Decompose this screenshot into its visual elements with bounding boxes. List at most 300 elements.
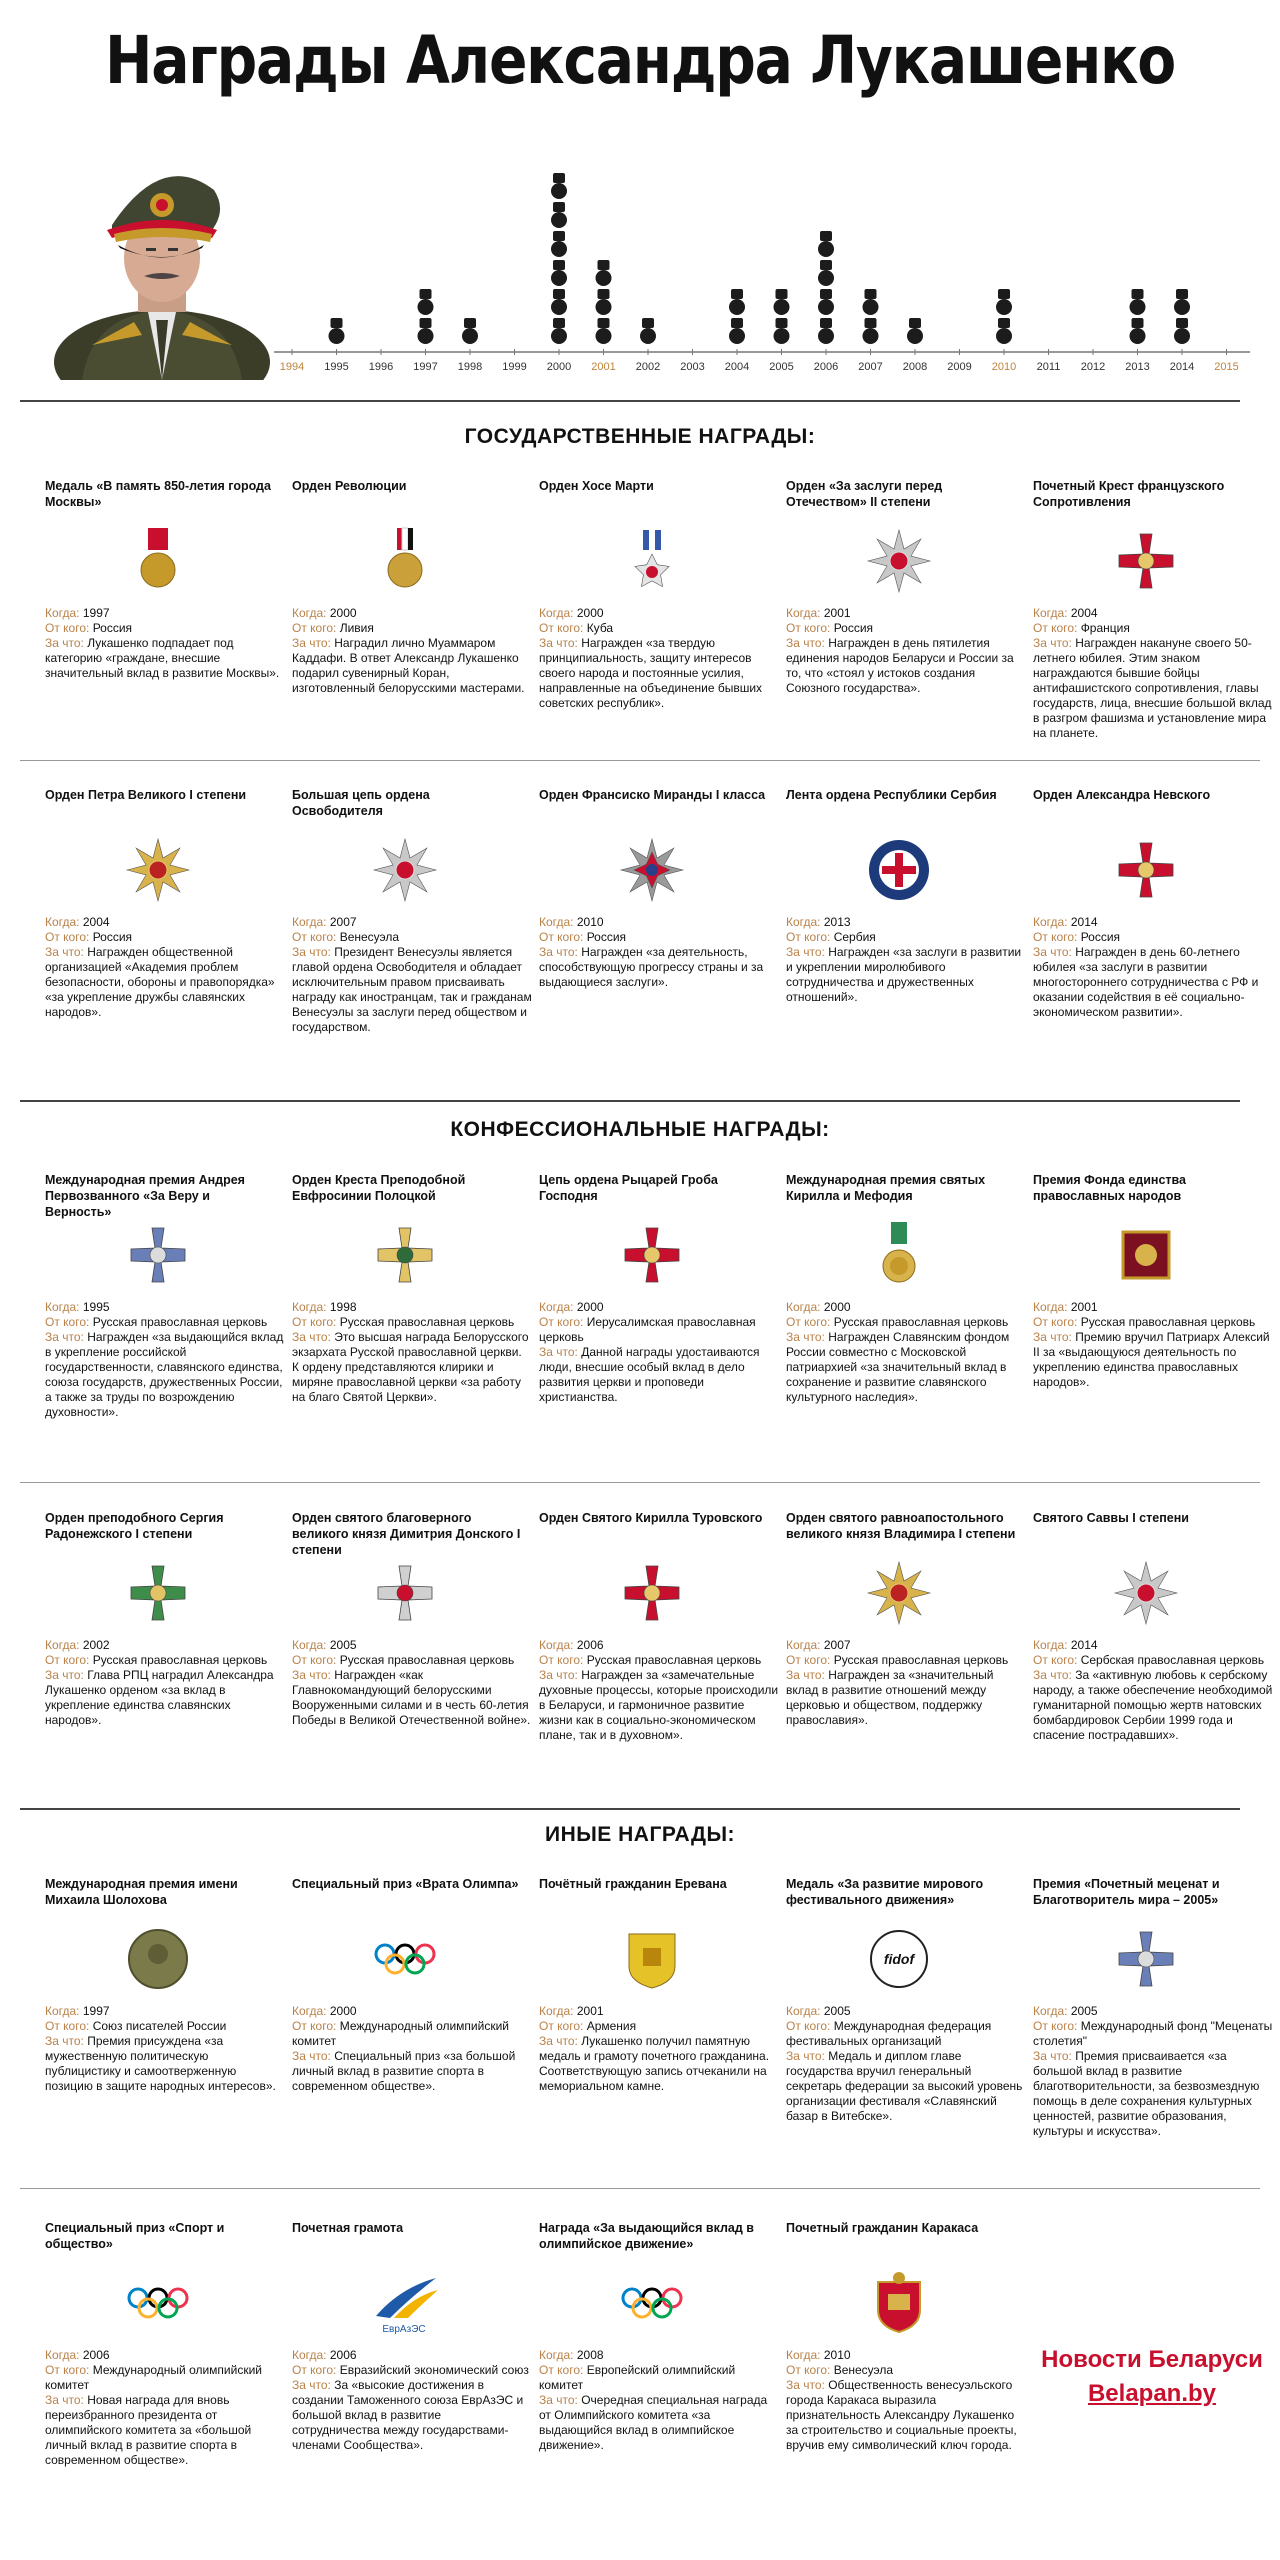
award-from	[1033, 930, 1273, 945]
field-label: За что:	[539, 636, 582, 650]
timeline-year-label: 2009	[947, 361, 972, 373]
field-label: За что:	[45, 636, 88, 650]
field-value: Русская православная церковь	[92, 1653, 268, 1667]
award-reason	[539, 636, 779, 711]
award-reason	[1033, 1668, 1273, 1743]
field-label: За что:	[539, 1668, 582, 1682]
award-name: Медаль «В память 850-летия города Москвы»	[45, 479, 271, 509]
award-reason	[539, 1345, 779, 1405]
award-card	[1033, 1876, 1273, 2138]
award-when	[45, 606, 285, 621]
field-value: Новая награда для вновь переизбранного президента от олимпийского комитета за «большой личный вклад в развитие спорта в современном обществе».	[45, 2393, 252, 2467]
award-card	[539, 1172, 771, 1404]
medal-cross-blue-icon	[1111, 1924, 1181, 1994]
field-value: 2005	[329, 1638, 357, 1652]
award-info	[1033, 1300, 1273, 1390]
field-label: Когда:	[292, 2348, 330, 2362]
award-card	[292, 478, 525, 695]
medal-cross-blue-icon	[123, 1220, 193, 1290]
field-label: За что:	[1033, 636, 1076, 650]
field-label: Когда:	[786, 2348, 824, 2362]
award-when	[786, 2348, 1026, 2363]
field-value: Награжден общественной организацией «Академия проблем безопасности, обороны и правопорядка» «за укрепление дружбы славянских народов».	[45, 945, 275, 1019]
field-label: За что:	[786, 2049, 829, 2063]
award-info	[45, 2004, 285, 2094]
medal-cross-green-icon	[123, 1558, 193, 1628]
award-info	[786, 2004, 1026, 2124]
field-label: За что:	[292, 2378, 335, 2392]
award-reason	[292, 1330, 532, 1405]
award-reason	[45, 636, 285, 681]
timeline-medal-icon	[418, 318, 434, 344]
award-when	[1033, 606, 1273, 621]
award-name: Большая цепь ордена Освободителя	[292, 788, 430, 818]
field-label: От кого:	[292, 2363, 340, 2377]
field-value: Это высшая награда Белорусского экзархата Русской православной церкви. К ордену представляются клирики и миряне православной церкви «за работу на благо Святой Церкви».	[292, 1330, 529, 1404]
field-value: Медаль и диплом главе государства вручил генеральный секретарь федерации за высокий уровень организации фестиваля «Славянский базар в Витебске».	[786, 2049, 1023, 2123]
award-reason	[1033, 945, 1273, 1020]
field-value: 2000	[329, 2004, 357, 2018]
field-label: Когда:	[45, 1638, 83, 1652]
field-label: От кого:	[1033, 930, 1081, 944]
award-reason	[786, 1668, 1026, 1728]
field-value: 2004	[82, 915, 110, 929]
field-label: От кого:	[1033, 1653, 1081, 1667]
award-card	[292, 1510, 531, 1727]
field-label: За что:	[1033, 2049, 1076, 2063]
field-value: Международный фонд "Меценаты столетия"	[1033, 2019, 1273, 2048]
field-label: Когда:	[292, 2004, 330, 2018]
timeline-medal-icon	[1174, 318, 1190, 344]
timeline-medal-icon	[863, 289, 879, 315]
field-label: Когда:	[786, 1638, 824, 1652]
field-label: Когда:	[1033, 1300, 1071, 1314]
field-value: Общественность венесуэльского города Каракаса выразила признательность Александру Лукашенко за строительство и социальные проекты, вручив ему символический ключ города.	[786, 2378, 1017, 2452]
timeline-medal-icon	[640, 318, 656, 344]
field-label: От кого:	[786, 1653, 834, 1667]
timeline-medal-icon	[996, 289, 1012, 315]
brand-block[interactable]	[1032, 2343, 1272, 2411]
award-from	[539, 1315, 779, 1345]
divider	[20, 1100, 1240, 1102]
award-reason	[45, 945, 285, 1020]
award-reason	[1033, 636, 1273, 741]
field-value: 2000	[823, 1300, 851, 1314]
field-label: За что:	[786, 945, 829, 959]
field-value: Армения	[586, 2019, 637, 2033]
award-card	[786, 787, 1022, 1004]
medal-fidof-logo-icon	[864, 1924, 934, 1994]
award-reason	[292, 2378, 532, 2453]
medal-star-silver-icon	[1111, 1558, 1181, 1628]
award-name: Специальный приз «Спорт и общество»	[45, 2221, 225, 2251]
award-info	[786, 915, 1026, 1005]
award-when	[45, 2348, 285, 2363]
award-from	[786, 2019, 1026, 2049]
award-name: Почетный Крест французского Сопротивления	[1033, 479, 1225, 509]
award-from	[45, 621, 285, 636]
field-value: Премия присуждена «за мужественную политическую публицистику и самоотверженную позицию в защите народных интересов».	[45, 2034, 276, 2093]
timeline-year-label: 1998	[457, 361, 483, 373]
timeline-year-label: 2001	[591, 361, 616, 373]
field-label: Когда:	[1033, 606, 1071, 620]
field-label: Когда:	[539, 2348, 577, 2362]
award-when	[1033, 2004, 1273, 2019]
svg-text:fidof: fidof	[883, 1951, 915, 1967]
timeline-medal-icon	[418, 289, 434, 315]
field-label: За что:	[786, 636, 829, 650]
award-card	[292, 1172, 529, 1404]
timeline-medal-icon	[774, 289, 790, 315]
award-when	[786, 915, 1026, 930]
medal-star-gold-icon	[123, 835, 193, 905]
field-value: Россия	[586, 930, 627, 944]
field-value: 2013	[823, 915, 851, 929]
timeline-year-label: 2004	[724, 361, 750, 373]
award-from	[539, 930, 779, 945]
field-label: От кого:	[45, 930, 93, 944]
field-value: Глава РПЦ наградил Александра Лукашенко орденом «за вклад в укрепление единства славянских народов».	[45, 1668, 274, 1727]
field-value: 2000	[329, 606, 357, 620]
award-from	[539, 1653, 779, 1668]
timeline-year-label: 2007	[858, 361, 883, 373]
field-label: За что:	[45, 1668, 88, 1682]
timeline-medal-icon	[551, 289, 567, 315]
medal-cross-red-icon	[1111, 835, 1181, 905]
field-label: Когда:	[1033, 915, 1071, 929]
field-label: За что:	[539, 2034, 582, 2048]
field-value: Награжден накануне своего 50-летнего юбилея. Этим знаком награждаются бывшие бойцы антифашистского сопротивления, главы государств, лица, внесшие большой вклад в разгром фашизма и установление мира на планете.	[1033, 636, 1272, 740]
medal-cross-silver-icon	[370, 1558, 440, 1628]
award-name: Международная премия имени Михаила Шолохова	[45, 1877, 238, 1907]
timeline-medal-icon	[551, 231, 567, 257]
award-card	[1033, 1172, 1270, 1389]
field-label: За что:	[45, 945, 88, 959]
award-card	[292, 2220, 529, 2452]
award-reason	[539, 1668, 779, 1743]
field-value: Очередная специальная награда от Олимпийского комитета «за выдающийся вклад в олимпийское движение».	[539, 2393, 768, 2452]
field-label: От кого:	[539, 2019, 587, 2033]
award-name: Почетная грамота	[292, 2221, 404, 2235]
field-label: От кого:	[539, 2363, 587, 2377]
field-value: Награжден Славянским фондом России совместно с Московской патриархией «за значительный вклад в сохранение и развитие славянского культурного наследия».	[786, 1330, 1010, 1404]
section-title-conf: КОНФЕССИОНАЛЬНЫЕ НАГРАДЫ:	[450, 1118, 830, 1141]
award-info	[1033, 2004, 1273, 2139]
field-value: Лукашенко подпадает под категорию «граждане, внесшие значительный вклад в развитие Москвы».	[45, 636, 280, 680]
field-label: За что:	[292, 1668, 335, 1682]
field-label: От кого:	[539, 1653, 587, 1667]
award-when	[539, 606, 779, 621]
award-when	[45, 2004, 285, 2019]
award-from	[292, 621, 532, 636]
award-when	[45, 1638, 285, 1653]
field-label: Когда:	[45, 2348, 83, 2362]
field-label: От кого:	[786, 2363, 834, 2377]
field-value: Награжден за «замечательные духовные процессы, которые происходили в Беларуси, и гармоничное развитие жизни как в социально-экономическом плане, так и в духовном».	[539, 1668, 779, 1742]
award-card	[539, 1876, 771, 2093]
field-label: Когда:	[1033, 1638, 1071, 1652]
award-card	[45, 2220, 277, 2467]
field-value: Русская православная церковь	[92, 1315, 268, 1329]
field-label: За что:	[45, 2393, 88, 2407]
field-value: Данной награды удостаиваются люди, внесшие особый вклад в дело развития церкви и проповеди христианства.	[539, 1345, 760, 1404]
award-name: Орден Креста Преподобной Евфросинии Полоцкой	[292, 1173, 466, 1203]
timeline-medal-icon	[996, 318, 1012, 344]
field-value: За «высокие достижения в создании Таможенного союза ЕврАзЭС и большой вклад в развитие сотрудничества между государствами-членами Сообщества».	[292, 2378, 524, 2452]
award-reason	[1033, 2049, 1273, 2139]
field-value: 2001	[1070, 1300, 1098, 1314]
field-label: За что:	[292, 945, 335, 959]
award-reason	[292, 636, 532, 696]
award-name: Орден «За заслуги перед Отечеством» II степени	[786, 479, 943, 509]
field-label: За что:	[292, 1330, 335, 1344]
award-from	[292, 1653, 532, 1668]
page-title: Награды Александра Лукашенко	[105, 22, 1175, 99]
field-value: 2005	[1070, 2004, 1098, 2018]
timeline-medal-icon	[774, 318, 790, 344]
award-name: Орден Петра Великого I степени	[45, 788, 247, 802]
award-card	[539, 2220, 771, 2452]
divider	[20, 1482, 1260, 1483]
field-value: Сербия	[833, 930, 876, 944]
medal-emblem-yellow-icon	[617, 1924, 687, 1994]
award-when	[1033, 1300, 1273, 1315]
field-value: Наградил лично Муаммаром Каддафи. В ответ Александр Лукашенко подарил сувенирный Коран, изготовленный белорусскими мастерами.	[292, 636, 525, 695]
timeline-year-label: 1995	[324, 361, 349, 373]
award-when	[539, 1300, 779, 1315]
timeline-medal-icon	[551, 318, 567, 344]
field-label: От кого:	[786, 621, 834, 635]
field-value: 2002	[82, 1638, 110, 1652]
award-card	[786, 1510, 1018, 1727]
field-label: От кого:	[539, 930, 587, 944]
field-value: 2014	[1070, 915, 1098, 929]
award-when	[539, 915, 779, 930]
field-label: За что:	[292, 2049, 335, 2063]
award-from	[1033, 2019, 1273, 2049]
medal-cross-gold-icon	[370, 1220, 440, 1290]
award-info	[45, 915, 285, 1020]
field-label: От кого:	[786, 1315, 834, 1329]
field-value: 1995	[82, 1300, 110, 1314]
award-when	[786, 606, 1026, 621]
brand-link[interactable]: Belapan.by	[1087, 2380, 1217, 2407]
award-info	[786, 1300, 1026, 1405]
timeline-medal-icon	[1130, 318, 1146, 344]
award-reason	[539, 2034, 779, 2094]
medal-ribbon-red-icon	[123, 526, 193, 596]
award-from	[786, 930, 1026, 945]
timeline-year-label: 2014	[1169, 361, 1195, 373]
award-from	[539, 2363, 779, 2393]
field-value: Франция	[1080, 621, 1130, 635]
medal-star-gold-icon	[864, 1558, 934, 1628]
medal-star-red-icon	[617, 835, 687, 905]
award-info	[539, 2004, 779, 2094]
award-reason	[786, 945, 1026, 1005]
field-value: Награжден за «значительный вклад в развитие отношений между церковью и обществом, поддержку православия».	[786, 1668, 994, 1727]
medal-star-silver-icon	[864, 526, 934, 596]
timeline-year-label: 1997	[413, 361, 438, 373]
award-when	[786, 1638, 1026, 1653]
field-value: Европейский олимпийский комитет	[539, 2363, 736, 2392]
field-label: От кого:	[1033, 621, 1081, 635]
award-name: Святого Саввы I степени	[1033, 1511, 1189, 1525]
field-value: 2000	[576, 606, 604, 620]
award-card	[1033, 1510, 1273, 1742]
field-label: От кого:	[45, 1315, 93, 1329]
award-from	[786, 2363, 1026, 2378]
award-info	[539, 1300, 779, 1405]
award-when	[292, 2348, 532, 2363]
brand-name: Новости Беларуси	[1041, 2346, 1263, 2373]
award-from	[45, 2019, 285, 2034]
field-value: Русская православная церковь	[339, 1315, 515, 1329]
field-value: Награжден в день 60-летнего юбилея «за заслуги в развитии многостороннего сотрудничества с РФ и оказании содействия в её социально-экономическом развитии».	[1033, 945, 1259, 1019]
award-name: Международная премия святых Кирилла и Мефодия	[786, 1173, 986, 1203]
field-value: Международный олимпийский комитет	[292, 2019, 509, 2048]
field-label: От кого:	[45, 2019, 93, 2033]
timeline-year-label: 2008	[902, 361, 928, 373]
award-info	[292, 2004, 532, 2094]
award-info	[539, 1638, 779, 1743]
award-reason	[786, 2378, 1026, 2453]
field-label: Когда:	[292, 1638, 330, 1652]
medal-cross-red-icon	[1111, 526, 1181, 596]
award-from	[45, 1653, 285, 1668]
award-from	[1033, 1653, 1273, 1668]
medal-coin-bronze-icon	[123, 1924, 193, 1994]
field-value: Россия	[1080, 930, 1121, 944]
medal-eurasec-logo-icon	[370, 2268, 440, 2338]
field-value: 2006	[329, 2348, 357, 2362]
field-value: Награжден «за твердую принципиальность, защиту интересов своего народа и постоянные усилия, направленные на объединение бывших советских республик».	[539, 636, 763, 710]
timeline-year-label: 1999	[502, 361, 527, 373]
timeline-year-label: 2002	[635, 361, 661, 373]
timeline-medal-icon	[729, 289, 745, 315]
timeline-medal-icon	[1130, 289, 1146, 315]
field-label: От кого:	[786, 2019, 834, 2033]
award-from	[786, 1653, 1026, 1668]
field-value: Союз писателей России	[92, 2019, 227, 2033]
award-name: Премия «Почетный меценат и Благотворитель мира – 2005»	[1033, 1877, 1220, 1907]
field-value: 2004	[1070, 606, 1098, 620]
timeline-medal-icon	[1174, 289, 1190, 315]
field-value: Ливия	[339, 621, 374, 635]
field-value: 2006	[82, 2348, 110, 2362]
award-reason	[1033, 1330, 1273, 1390]
field-value: Русская православная церковь	[586, 1653, 762, 1667]
field-label: От кого:	[292, 1653, 340, 1667]
medal-cross-red-icon	[617, 1558, 687, 1628]
medal-cross-red-icon	[617, 1220, 687, 1290]
award-info	[292, 606, 532, 696]
award-card	[45, 1172, 284, 1419]
award-card	[45, 1510, 277, 1727]
award-when	[292, 2004, 532, 2019]
field-label: Когда:	[45, 606, 83, 620]
award-card	[786, 2220, 1018, 2452]
field-value: 2001	[823, 606, 851, 620]
medal-olympic-rings-icon	[370, 1924, 440, 1994]
field-label: За что:	[539, 2393, 582, 2407]
section-title-other: ИНЫЕ НАГРАДЫ:	[544, 1823, 735, 1846]
award-name: Лента ордена Республики Сербия	[786, 788, 997, 802]
award-from	[1033, 1315, 1273, 1330]
award-when	[786, 2004, 1026, 2019]
timeline-year-label: 2006	[813, 361, 839, 373]
medal-ribbon-tricolor-icon	[370, 526, 440, 596]
award-reason	[45, 1668, 285, 1728]
field-label: От кого:	[45, 2363, 93, 2377]
field-value: 2010	[823, 2348, 851, 2362]
award-info	[539, 2348, 779, 2453]
timeline-year-label: 2000	[546, 361, 572, 373]
field-label: Когда:	[45, 1300, 83, 1314]
award-reason	[539, 2393, 779, 2453]
award-when	[292, 1300, 532, 1315]
award-when	[1033, 915, 1273, 930]
field-label: За что:	[1033, 945, 1076, 959]
portrait-image	[52, 130, 272, 380]
award-name: Премия Фонда единства православных народов	[1033, 1173, 1186, 1203]
award-info	[786, 2348, 1026, 2453]
medal-ribbon-striped-icon	[617, 526, 687, 596]
award-from	[786, 621, 1026, 636]
field-value: Евразийский экономический союз	[339, 2363, 529, 2377]
timeline-medal-icon	[863, 318, 879, 344]
award-when	[292, 915, 532, 930]
field-label: Когда:	[786, 606, 824, 620]
field-label: За что:	[45, 2034, 88, 2048]
field-label: От кого:	[1033, 2019, 1081, 2033]
award-when	[292, 606, 532, 621]
award-reason	[539, 945, 779, 990]
field-value: 2000	[576, 1300, 604, 1314]
award-from	[1033, 621, 1273, 636]
medal-square-red-icon	[1111, 1220, 1181, 1290]
award-name: Орден Александра Невского	[1033, 788, 1211, 802]
award-when	[786, 1300, 1026, 1315]
award-name: Орден Святого Кирилла Туровского	[539, 1511, 763, 1525]
medal-olympic-rings-icon	[123, 2268, 193, 2338]
award-info	[45, 606, 285, 681]
award-card	[1033, 787, 1265, 1019]
award-from	[292, 930, 532, 945]
award-info	[786, 1638, 1026, 1728]
award-reason	[45, 2034, 285, 2094]
field-value: Русская православная церковь	[833, 1653, 1009, 1667]
awards-timeline	[270, 140, 1250, 380]
field-label: За что:	[292, 636, 335, 650]
award-info	[786, 606, 1026, 696]
timeline-medal-icon	[551, 260, 567, 286]
field-value: Президент Венесуэлы является главой ордена Освободителя и обладает исключительным правом присваивать награду как иностранцам, так и гражданам Венесуэлы за заслуги перед обществом и государством.	[292, 945, 532, 1034]
field-value: 2010	[576, 915, 604, 929]
field-value: Русская православная церковь	[1080, 1315, 1256, 1329]
field-label: Когда:	[539, 1300, 577, 1314]
field-label: За что:	[1033, 1668, 1076, 1682]
field-label: Когда:	[539, 2004, 577, 2018]
timeline-year-label: 2005	[769, 361, 794, 373]
field-value: Россия	[92, 621, 133, 635]
field-label: Когда:	[45, 915, 83, 929]
field-label: За что:	[45, 1330, 88, 1344]
field-value: Сербская православная церковь	[1080, 1653, 1265, 1667]
award-info	[292, 2348, 532, 2453]
award-name: Почетный гражданин Каракаса	[786, 2221, 979, 2235]
award-name: Орден святого благоверного великого князя Димитрия Донского I степени	[292, 1511, 521, 1557]
